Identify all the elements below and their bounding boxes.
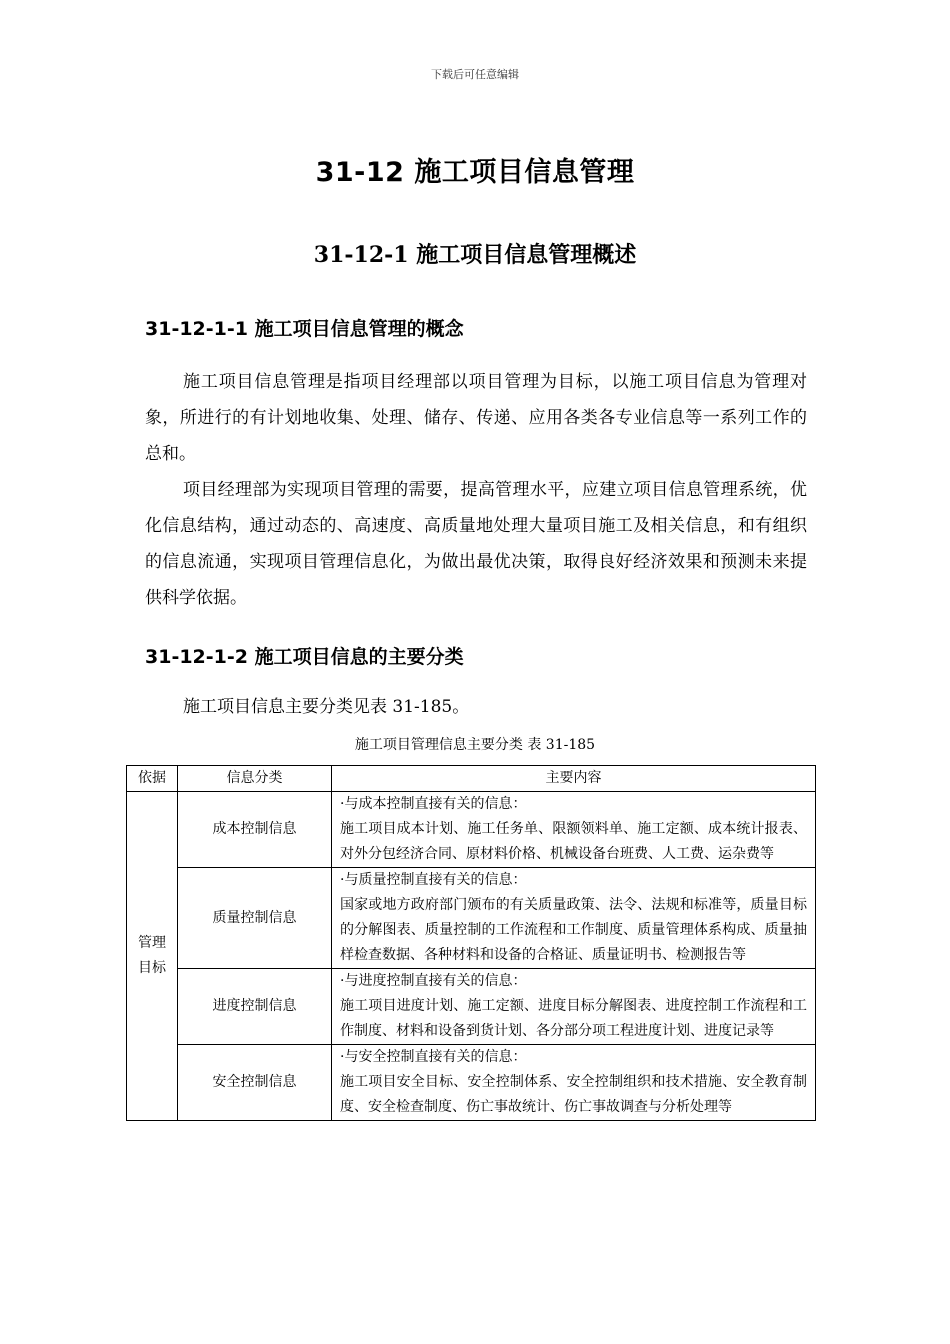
category-cell: 进度控制信息 [178,969,332,1045]
section-heading-classification: 31-12-1-2 施工项目信息的主要分类 [145,646,464,668]
paragraph-table-intro: 施工项目信息主要分类见表 31-185。 [183,697,470,717]
category-cell: 安全控制信息 [178,1045,332,1121]
content-cell [332,969,816,1045]
content-detail: 施工项目进度计划、施工定额、进度目标分解图表、进度控制工作流程和工作制度、材料和设备到货计划、各分部分项工程进度计划、进度记录等 [340,998,807,1039]
table-row [127,868,816,969]
content-detail: 国家或地方政府部门颁布的有关质量政策、法令、法规和标准等，质量目标的分解图表、质量控制的工作流程和工作制度、质量管理体系构成、质量抽样检查数据、各种材料和设备的合格证、质量证明书、检测报告等 [340,897,807,963]
header-content: 主要内容 [332,766,816,792]
table-row [127,792,816,868]
content-cell [332,868,816,969]
content-lead: ·与成本控制直接有关的信息： [340,796,527,812]
table-caption: 施工项目管理信息主要分类 表 31-185 [354,737,596,753]
content-detail: 施工项目安全目标、安全控制体系、安全控制组织和技术措施、安全教育制度、安全检查制度、伤亡事故统计、伤亡事故调查与分析处理等 [340,1074,807,1115]
table-header-row [127,766,816,792]
content-lead: ·与质量控制直接有关的信息： [340,872,527,888]
table-row [127,969,816,1045]
content-detail: 施工项目成本计划、施工任务单、限额领料单、施工定额、成本统计报表、对外分包经济合同、原材料价格、机械设备台班费、人工费、运杂费等 [340,821,807,862]
content-cell [332,1045,816,1121]
paragraph-concept: 施工项目信息管理是指项目经理部以项目管理为目标，以施工项目信息为管理对象，所进行的有计划地收集、处理、储存、传递、应用各类各专业信息等一系列工作的总和。 [145,372,807,464]
section-subtitle: 31-12-1 施工项目信息管理概述 [313,242,637,268]
header-basis: 依据 [127,766,178,792]
category-cell: 成本控制信息 [178,792,332,868]
table-row [127,1045,816,1121]
content-lead: ·与进度控制直接有关的信息： [340,973,527,989]
category-cell: 质量控制信息 [178,868,332,969]
header-category: 信息分类 [178,766,332,792]
info-classification-table [126,765,816,1121]
page-title: 31-12 施工项目信息管理 [315,157,635,188]
paragraph-system: 项目经理部为实现项目管理的需要，提高管理水平，应建立项目信息管理系统，优化信息结构，通过动态的、高速度、高质量地处理大量项目施工及相关信息，和有组织的信息流通，实现项目管理信息化，为做出最优决策，取得良好经济效果和预测未来提供科学依据。 [145,480,807,608]
page-header-note: 下载后可任意编辑 [431,68,519,81]
section-heading-concept: 31-12-1-1 施工项目信息管理的概念 [145,318,464,340]
content-cell [332,792,816,868]
content-lead: ·与安全控制直接有关的信息： [340,1049,527,1065]
basis-cell: 管理目标 [127,792,178,1121]
